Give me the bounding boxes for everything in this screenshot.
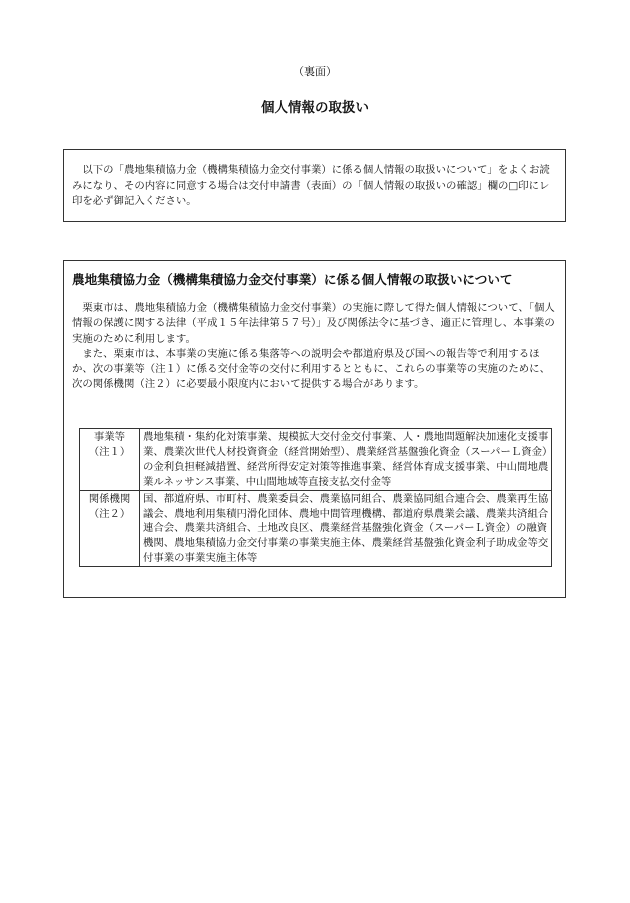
section-title: 農地集積協力金（機構集積協力金交付事業）に係る個人情報の取扱いについて <box>72 272 513 287</box>
consent-notice-text: 以下の「農地集積協力金（機構集積協力金交付事業）に係る個人情報の取扱いについて」をよくお読みになり、その内容に同意する場合は交付申請書（表面）の「個人情報の取扱いの確認」欄の□印にレ印を必ず御記入ください。 <box>72 164 550 207</box>
table-row <box>80 429 552 491</box>
related-business-table <box>79 428 552 567</box>
privacy-policy-box <box>63 260 566 598</box>
page-title: 個人情報の取扱い <box>261 100 369 116</box>
table-row-label <box>80 429 140 491</box>
label-line-1: 関係機関 <box>88 492 131 505</box>
table-row-content: 農地集積・集約化対策事業、規模拡大交付金交付事業、人・農地問題解決加速化支援事業、農業次世代人材投資資金（経営開始型）、農業経営基盤強化資金（スーパーＬ資金）の金利負担軽減措置、経営所得安定対策等推進事業、経営体育成支援事業、中山間地農業ルネッサンス事業、中山間地域等直接支払交付金等 <box>140 429 552 491</box>
policy-paragraph-1: 栗東市は、農地集積協力金（機構集積協力金交付事業）の実施に際して得た個人情報について、「個人情報の保護に関する法律（平成１５年法律第５７号）」及び関係法令に基づき、適正に管理し、本事業の実施のために利用します。 <box>72 302 555 345</box>
page-side-label: （裏面） <box>293 65 337 78</box>
consent-notice-box <box>63 149 566 222</box>
label-line-1: 事業等 <box>93 431 126 443</box>
table-row-label <box>80 490 140 567</box>
policy-paragraph-2: また、栗東市は、本事業の実施に係る集落等への説明会や都道府県及び国への報告等で利用するほか、次の事業等（注１）に係る交付金等の交付に利用するとともに、これらの事業等の実施のために、次の関係機関（注２）に必要最小限度内において提供する場合があります。 <box>72 347 550 391</box>
label-line-2: （注２） <box>88 507 131 520</box>
table-row <box>80 490 552 567</box>
label-line-2: （注１） <box>88 445 131 458</box>
table-row-content: 国、都道府県、市町村、農業委員会、農業協同組合、農業協同組合連合会、農業再生協議会、農地利用集積円滑化団体、農地中間管理機構、都道府県農業会議、農業共済組合連合会、農業共済組合、土地改良区、農業経営基盤強化資金（スーパーＬ資金）の融資機関、農地集積協力金交付事業の事業実施主体、農業経営基盤強化資金利子助成金等交付事業の事業実施主体等 <box>140 490 552 567</box>
